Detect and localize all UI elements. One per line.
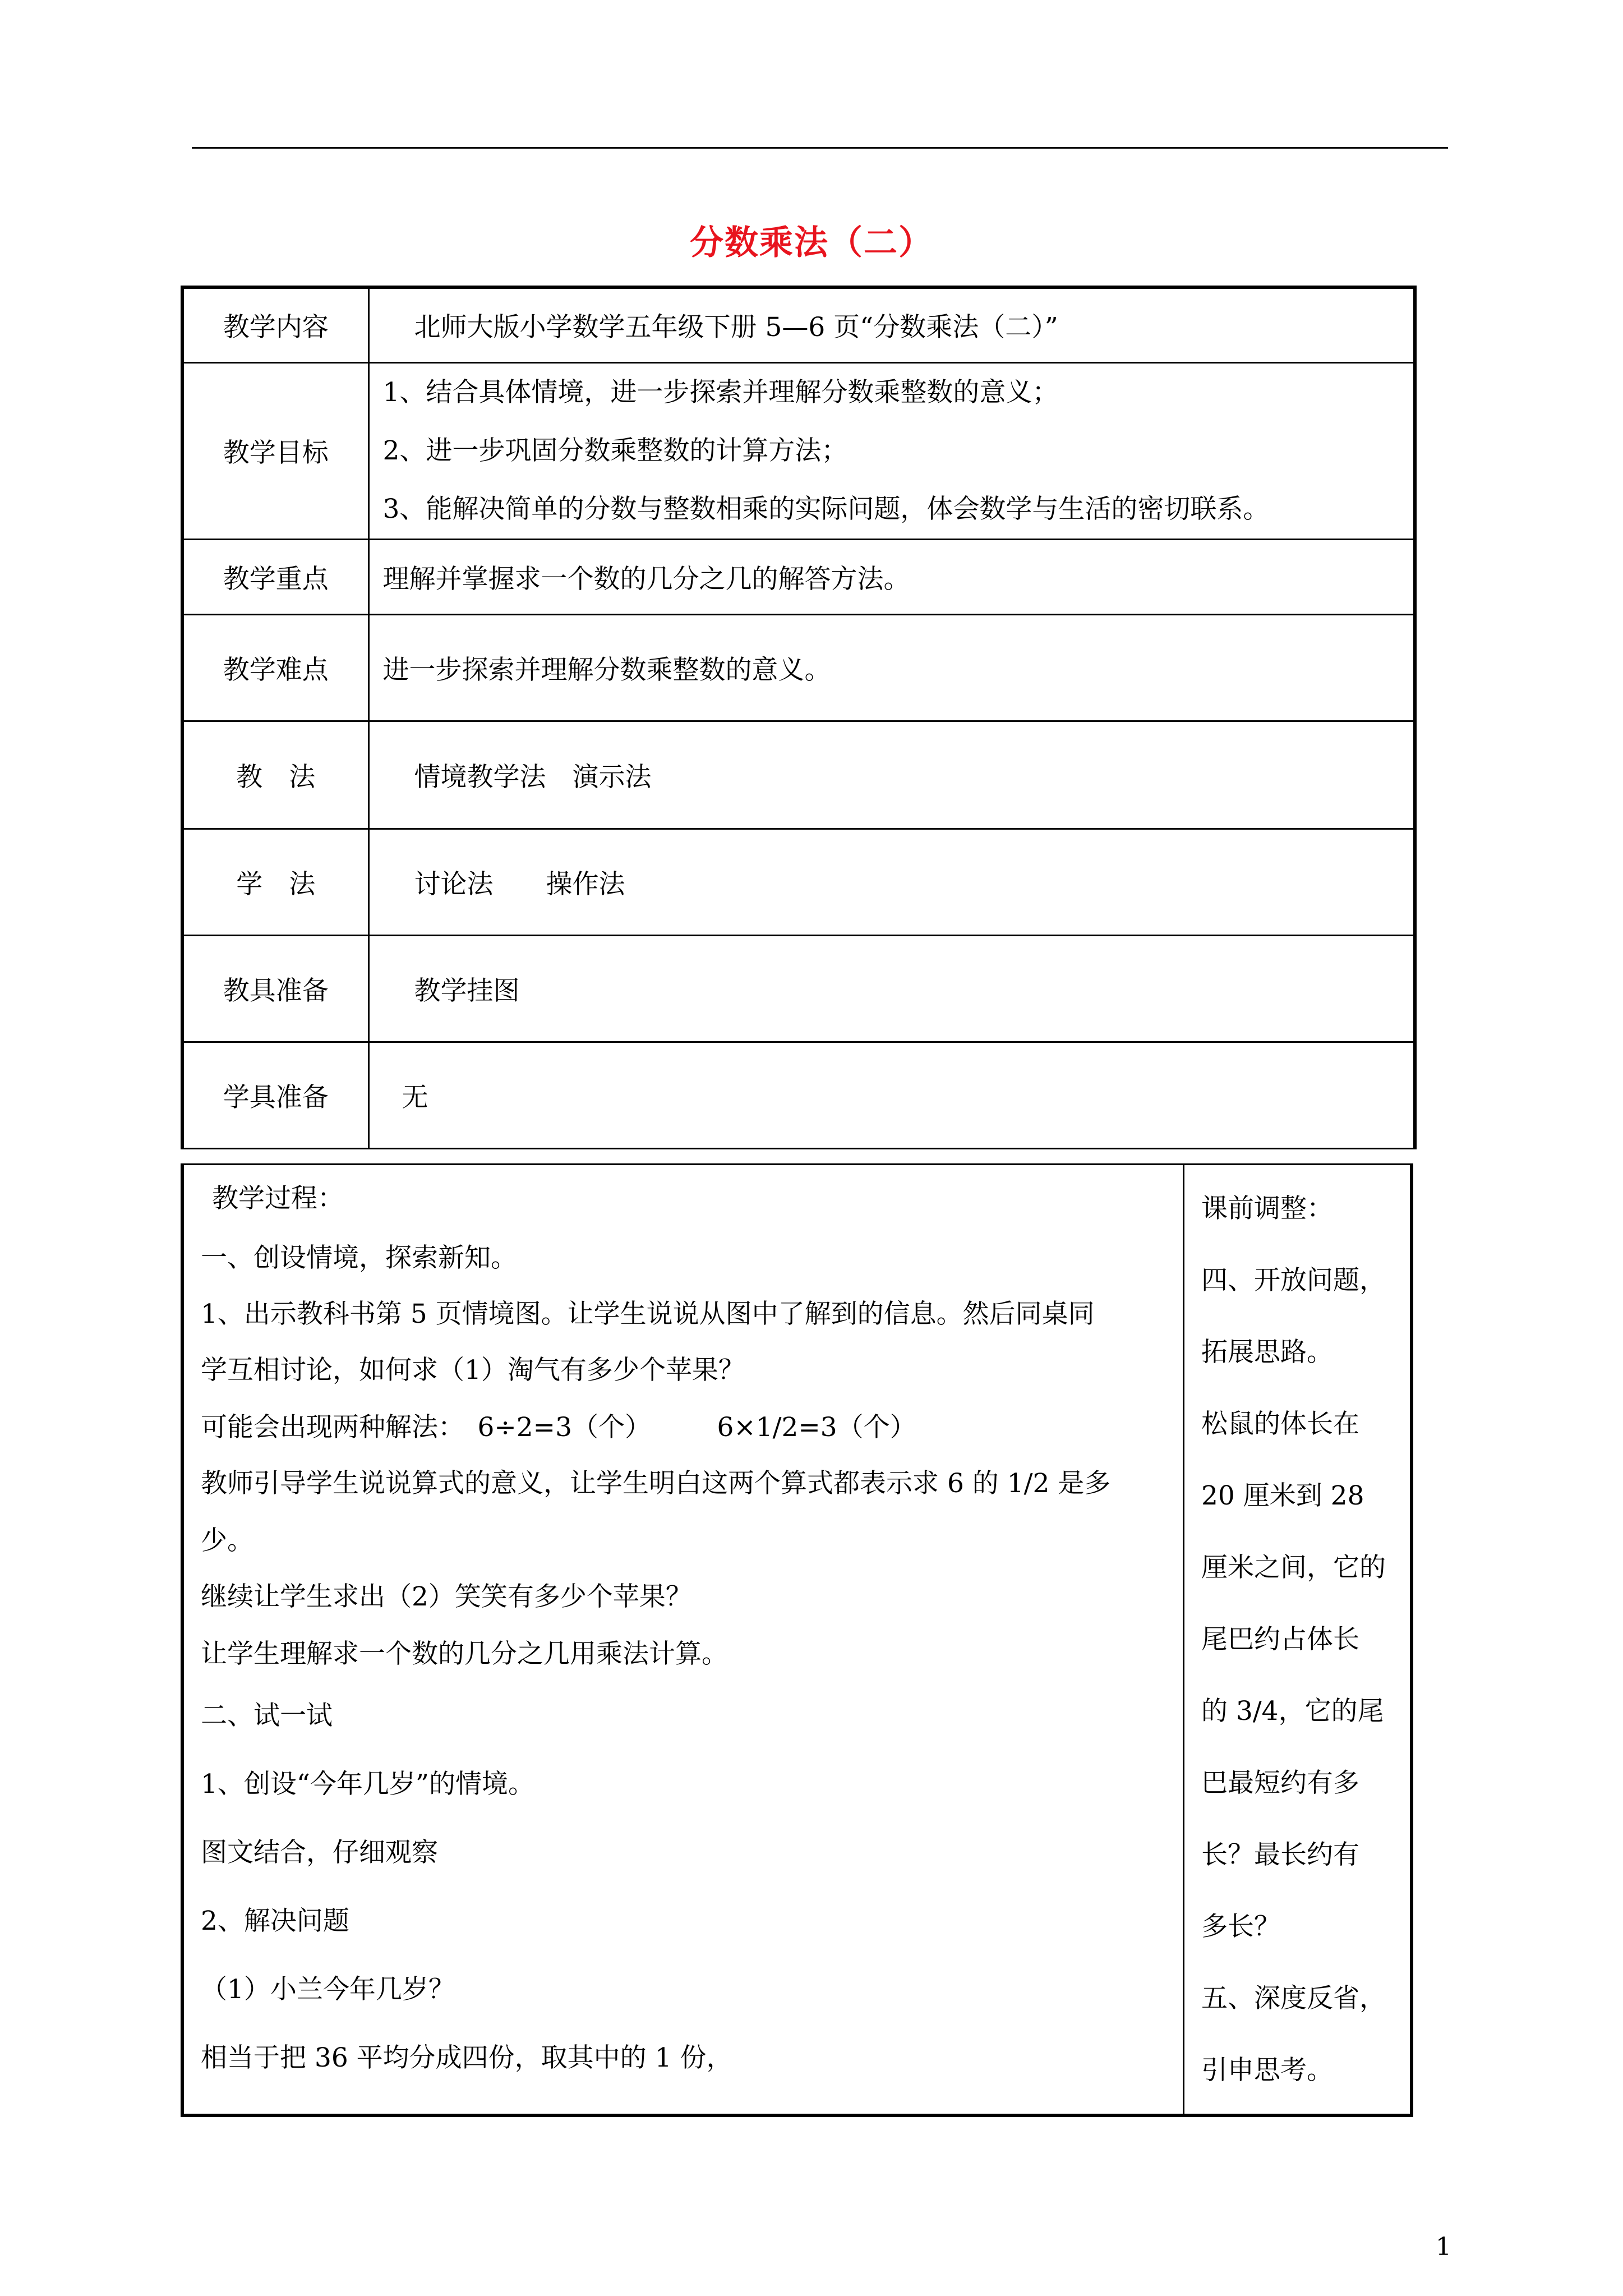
row-teaching-aids [182,935,1415,1042]
process-line: 让学生理解求一个数的几分之几用乘法计算。 [201,1639,728,1669]
side-note-line: 的 3/4，它的尾 [1201,1696,1384,1727]
label-cell: 学 法 [182,829,368,935]
process-line: 2、解决问题 [201,1906,349,1936]
page-number: 1 [1436,2233,1451,2261]
label-cell: 教学难点 [182,614,368,721]
content-cell: 讨论法 操作法 [368,829,1415,935]
side-note-line: 巴最短约有多 [1201,1768,1359,1798]
process-line: （1）小兰今年几岁？ [201,1974,455,2005]
content-cell: 进一步探索并理解分数乘整数的意义。 [368,614,1415,721]
row-content [182,287,1415,362]
process-line: 二、试一试 [201,1700,333,1731]
content-cell: 教学挂图 [368,935,1415,1042]
goal-line: 3、能解决简单的分数与整数相乘的实际问题，体会数学与生活的密切联系。 [382,493,1270,524]
row-student-aids [182,1042,1415,1148]
side-note-line: 尾巴约占体长 [1201,1624,1359,1655]
side-note-line: 长？最长约有 [1201,1839,1359,1870]
label-cell: 学具准备 [182,1042,368,1148]
document-title: 分数乘法（二） [690,223,933,263]
process-line: 继续让学生求出（2）笑笑有多少个苹果？ [201,1581,692,1612]
content-cell: 无 [368,1042,1415,1148]
side-note-line: 四、开放问题， [1201,1265,1386,1296]
process-line: 少。 [201,1525,253,1556]
label-cell: 教学重点 [182,539,368,614]
row-goals [182,362,1415,539]
process-line: 教师引导学生说说算式的意义，让学生明白这两个算式都表示求 6 的 1/2 是多 [201,1468,1111,1499]
side-note-line: 松鼠的体长在 [1201,1409,1359,1439]
label-cell: 教 法 [182,721,368,829]
side-note-line: 拓展思路。 [1201,1337,1333,1368]
process-line: 相当于把 36 平均分成四份，取其中的 1 份， [201,2042,733,2073]
content-cell: 北师大版小学数学五年级下册 5—6 页“分数乘法（二）” [368,287,1415,362]
process-line: 图文结合，仔细观察 [201,1837,438,1868]
process-line: 学互相讨论，如何求（1）淘气有多少个苹果？ [201,1355,745,1386]
process-line: 教学过程： [212,1183,344,1214]
goal-line: 1、结合具体情境，进一步探索并理解分数乘整数的意义； [382,376,1059,408]
side-note-line: 多长？ [1201,1911,1280,1942]
header-rule [192,147,1448,149]
side-note-line: 20 厘米到 28 [1201,1480,1364,1511]
label-cell: 教学内容 [182,287,368,362]
label-cell: 教学目标 [182,362,368,539]
side-note-line: 厘米之间，它的 [1201,1552,1386,1583]
row-key-point [182,539,1415,614]
lesson-info-table [181,286,1417,1149]
process-line: 一、创设情境，探索新知。 [201,1243,517,1273]
process-line: 1、创设“今年几岁”的情境。 [201,1769,534,1800]
goal-line: 2、进一步巩固分数乘整数的计算方法； [382,435,848,466]
side-note-line: 五、深度反省， [1201,1983,1386,2014]
row-learning-method [182,829,1415,935]
content-cell: 情境教学法 演示法 [368,721,1415,829]
pre-class-adjustment-column [1183,1163,1413,2117]
side-note-line: 引申思考。 [1201,2055,1333,2086]
row-difficulty [182,614,1415,721]
row-teaching-method [182,721,1415,829]
side-note-line: 课前调整： [1201,1193,1333,1224]
label-cell: 教具准备 [182,935,368,1042]
content-cell [368,362,1415,539]
process-line: 1、出示教科书第 5 页情境图。让学生说说从图中了解到的信息。然后同桌同 [201,1299,1095,1329]
process-main-column [181,1163,1184,2117]
teaching-process-section [181,1163,1413,2117]
content-cell: 理解并掌握求一个数的几分之几的解答方法。 [368,539,1415,614]
process-line: 可能会出现两种解法： 6÷2=3（个） 6×1/2=3（个） [201,1412,916,1443]
